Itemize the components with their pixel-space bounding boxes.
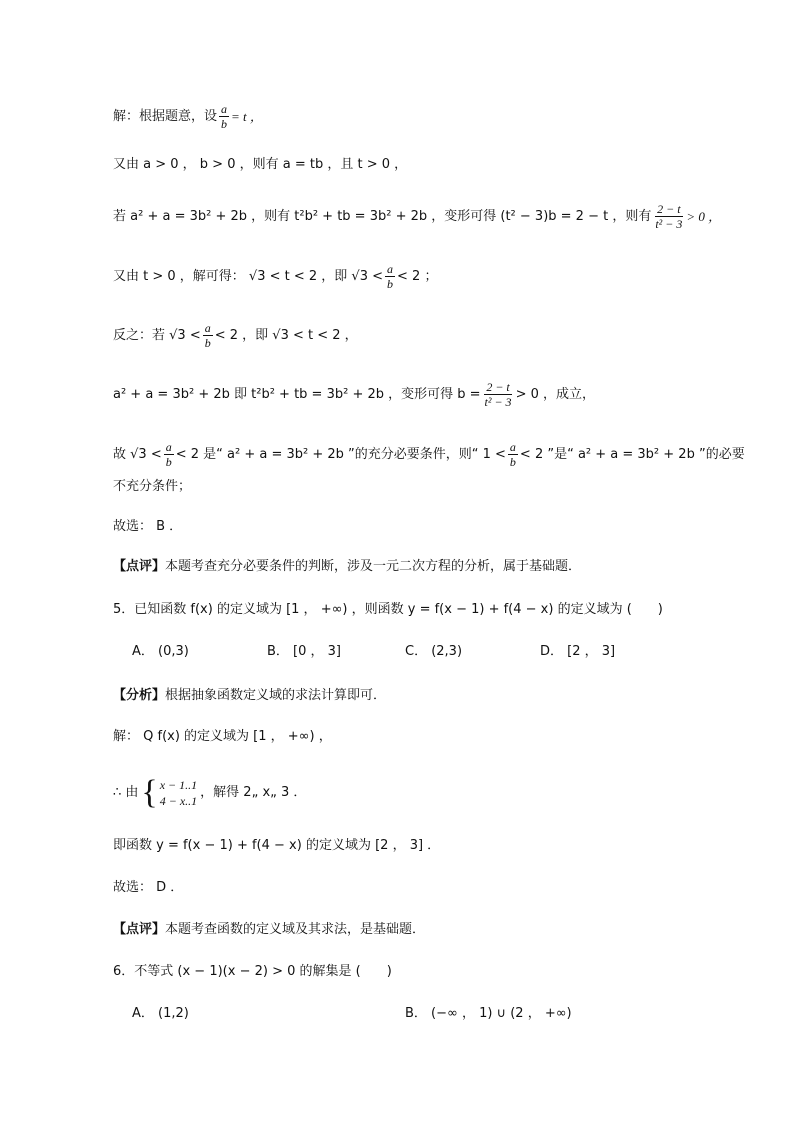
solution-line-6 bbox=[113, 380, 694, 409]
denominator: b bbox=[204, 336, 211, 350]
solution-answer bbox=[113, 517, 694, 537]
denominator: b bbox=[387, 277, 394, 291]
denominator: t² − 3 bbox=[484, 395, 512, 409]
text: = t ， bbox=[231, 108, 263, 124]
solution5-answer bbox=[113, 878, 694, 898]
text: 若 a² + a = 3b² + 2b ，则有 t²b² + tb = 3b² + 2b ，变形可得 (t² − 3)b = 2 − t ，则有 bbox=[113, 208, 652, 224]
text: 故选： D ． bbox=[113, 880, 184, 895]
text: a² + a = 3b² + 2b 即 t²b² + tb = 3b² + 2b ，变形可得 b = bbox=[113, 386, 481, 402]
solution-line-7 bbox=[113, 440, 745, 469]
fraction-a-over-b bbox=[203, 321, 213, 350]
text: 故 √3 < bbox=[113, 446, 162, 462]
solution-line-1 bbox=[113, 102, 694, 131]
text: 解： Q f(x) 的定义域为 [1 ， +∞) ， bbox=[113, 729, 332, 744]
fraction-2-t-over-t2-3 bbox=[483, 380, 514, 409]
solution-line-5 bbox=[113, 321, 694, 350]
numerator: a bbox=[387, 262, 394, 276]
text: 本题考查函数的定义域及其求法，是基础题． bbox=[165, 922, 426, 937]
text: < 2 ； bbox=[397, 268, 438, 284]
analysis-line bbox=[113, 686, 694, 706]
text: < 2 是“ a² + a = 3b² + 2b ”的充分必要条件，则“ 1 < bbox=[175, 446, 506, 462]
fraction-2-t-over-t2-3 bbox=[653, 202, 684, 231]
numerator: 2 − t bbox=[486, 380, 510, 394]
denominator: t² − 3 bbox=[655, 217, 683, 231]
text: ，解得 2„ x„ 3 ． bbox=[200, 785, 307, 800]
solution5-line-1 bbox=[113, 727, 694, 747]
solution-line-4 bbox=[113, 262, 694, 291]
comment-line bbox=[113, 557, 694, 577]
fraction-a-over-b bbox=[219, 102, 229, 131]
solution-line-3 bbox=[113, 202, 722, 231]
comment-tag: 【点评】 bbox=[113, 559, 166, 574]
option-b: B． [0 ， 3] bbox=[267, 644, 342, 659]
text: ∴ 由 bbox=[113, 785, 139, 800]
system-row: x − 1..1 bbox=[159, 778, 198, 792]
numerator: a bbox=[204, 321, 211, 335]
option-b: B． (−∞ ， 1) ∪ (2 ， +∞) bbox=[405, 1006, 572, 1021]
text: 根据抽象函数定义域的求法计算即可． bbox=[165, 688, 387, 703]
text: 故选： B ． bbox=[113, 519, 183, 534]
question-5 bbox=[113, 600, 694, 620]
solution5-line-2 bbox=[113, 773, 694, 813]
text: < 2 ”是“ a² + a = 3b² + 2b ”的必要 bbox=[519, 446, 745, 462]
text: 又由 a > 0 ， b > 0 ，则有 a = tb ，且 t > 0 ， bbox=[113, 157, 408, 172]
text: > 0 ，成立， bbox=[515, 386, 595, 402]
text: > 0 ， bbox=[686, 208, 722, 224]
solution-line-8 bbox=[113, 477, 694, 497]
denominator: b bbox=[165, 455, 172, 469]
question-text: 6．不等式 (x − 1)(x − 2) > 0 的解集是 ( ) bbox=[113, 964, 392, 979]
text: 解：根据题意，设 bbox=[113, 108, 218, 124]
numerator: a bbox=[221, 102, 228, 116]
fraction-a-over-b bbox=[164, 440, 174, 469]
solution5-line-3 bbox=[113, 836, 694, 856]
question-6 bbox=[113, 962, 694, 982]
text: 不充分条件； bbox=[113, 479, 192, 494]
option-a: A． (0,3) bbox=[132, 644, 189, 659]
analysis-tag: 【分析】 bbox=[113, 688, 166, 703]
text: 即函数 y = f(x − 1) + f(4 − x) 的定义域为 [2 ， 3] ． bbox=[113, 838, 441, 853]
inequality-system bbox=[141, 776, 197, 810]
numerator: a bbox=[165, 440, 172, 454]
brace-icon: { bbox=[141, 774, 158, 811]
text: < 2 ，即 √3 < t < 2 ， bbox=[214, 327, 358, 343]
question-text: 5．已知函数 f(x) 的定义域为 [1 ， +∞) ，则函数 y = f(x − 1) + f(4 − x) 的定义域为 ( ) bbox=[113, 602, 663, 617]
fraction-a-over-b bbox=[385, 262, 395, 291]
text: 本题考查充分必要条件的判断，涉及一元二次方程的分析，属于基础题． bbox=[165, 559, 582, 574]
option-a: A． (1,2) bbox=[132, 1006, 189, 1021]
fraction-a-over-b bbox=[508, 440, 518, 469]
solution-line-2 bbox=[113, 155, 694, 175]
system-row: 4 − x..1 bbox=[159, 794, 198, 808]
comment-tag: 【点评】 bbox=[113, 922, 166, 937]
numerator: 2 − t bbox=[657, 202, 681, 216]
numerator: a bbox=[509, 440, 516, 454]
denominator: b bbox=[221, 117, 228, 131]
option-c: C． (2,3) bbox=[405, 644, 463, 659]
text: 反之：若 √3 < bbox=[113, 327, 201, 343]
text: 又由 t > 0 ，解可得： √3 < t < 2 ，即 √3 < bbox=[113, 268, 384, 284]
comment5-line bbox=[113, 920, 694, 940]
option-d: D． [2 ， 3] bbox=[540, 644, 616, 659]
denominator: b bbox=[509, 455, 516, 469]
